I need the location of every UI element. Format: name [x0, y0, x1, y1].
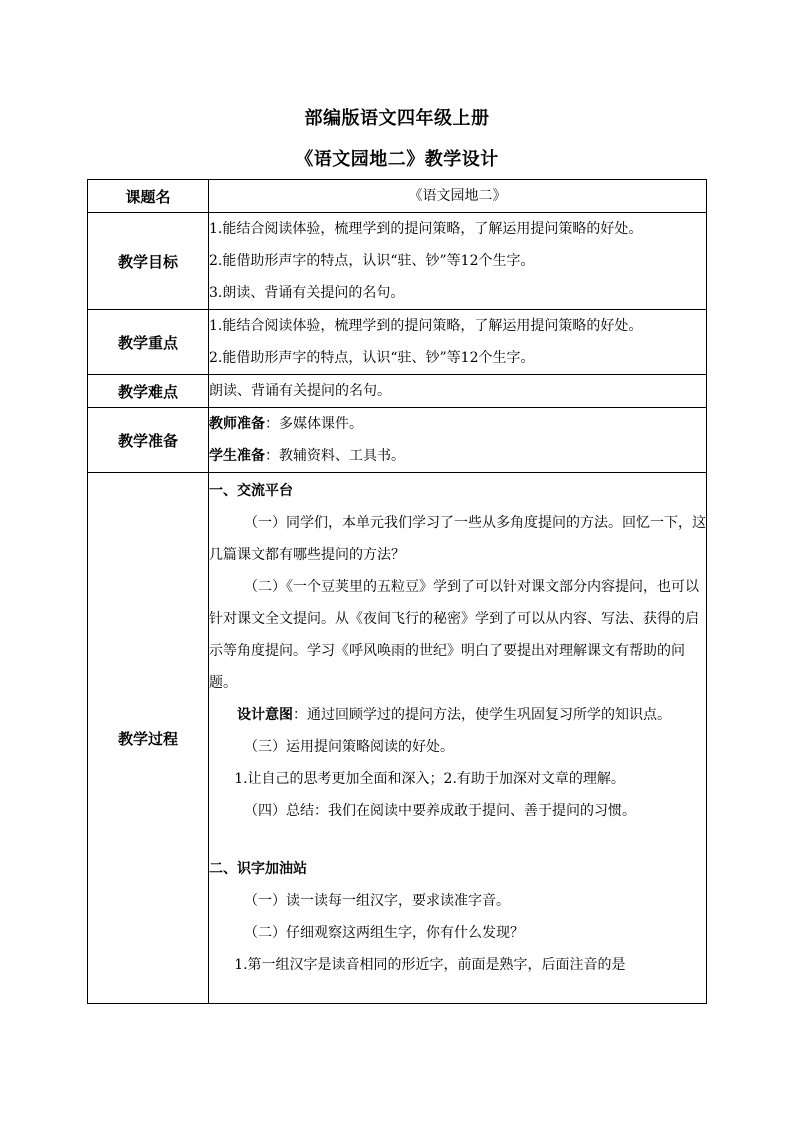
goal-line: 3.朗读、背诵有关提问的名句。: [209, 285, 405, 301]
difficulty-row: [88, 375, 707, 408]
process-paragraph: （一）读一读每一组汉字，要求读准字音。: [244, 893, 510, 909]
difficulty-label: 教学难点: [88, 375, 209, 408]
lesson-plan-table: [87, 179, 707, 1004]
student-prep-line: [209, 440, 706, 472]
key-points-row: [88, 310, 707, 375]
topic-label: 课题名: [88, 180, 209, 213]
teacher-prep-value: ：多媒体课件。: [265, 416, 363, 432]
design-intent-label: 设计意图: [237, 707, 293, 723]
student-prep-label: 学生准备: [209, 448, 265, 464]
process-paragraph: （二）《一个豆荚里的五粒豆》学到了可以针对课文部分内容提问，也可以针对课文全文提问。从《夜间飞行的秘密》学到了可以从内容、写法、获得的启示等角度提问。学习《呼风唤雨的世纪》明白了要提出对理解课文有帮助的问题。: [209, 579, 699, 691]
process-paragraph: （三）运用提问策略阅读的好处。: [244, 739, 454, 755]
process-paragraph: 1.第一组汉字是读音相同的形近字，前面是熟字，后面注音的是: [234, 957, 626, 973]
section-heading: 一、交流平台: [209, 483, 293, 499]
topic-row: [88, 180, 707, 213]
section-heading: 二、识字加油站: [209, 861, 307, 877]
process-paragraph: （二）仔细观察这两组生字，你有什么发现？: [244, 925, 524, 941]
key-point-line: 2.能借助形声字的特点，认识“驻、钞”等12个生字。: [209, 350, 535, 366]
process-paragraph: （一）同学们，本单元我们学习了一些从多角度提问的方法。回忆一下，这几篇课文都有哪些提问的方法？: [209, 515, 706, 563]
goals-content: [209, 213, 707, 310]
process-content: [209, 473, 707, 1004]
document-title: 部编版语文四年级上册: [304, 108, 490, 129]
goals-row: [88, 213, 707, 310]
goal-line: 2.能借助形声字的特点，认识“驻、钞”等12个生字。: [209, 253, 535, 269]
difficulty-value: 朗读、背诵有关提问的名句。: [209, 375, 707, 408]
prep-label: 教学准备: [88, 408, 209, 473]
topic-value: 《语文园地二》: [209, 180, 707, 213]
prep-row: [88, 408, 707, 473]
paragraph-spacer: [209, 827, 706, 853]
process-row: [88, 473, 707, 1004]
prep-content: [209, 408, 707, 473]
teacher-prep-label: 教师准备: [209, 416, 265, 432]
document-subtitle: 《语文园地二》教学设计: [295, 149, 499, 170]
key-points-label: 教学重点: [88, 310, 209, 375]
process-label: 教学过程: [88, 473, 209, 1004]
goals-label: 教学目标: [88, 213, 209, 310]
design-intent-text: ：通过回顾学过的提问方法，使学生巩固复习所学的知识点。: [293, 707, 671, 723]
key-point-line: 1.能结合阅读体验，梳理学到的提问策略，了解运用提问策略的好处。: [209, 318, 643, 334]
goal-line: 1.能结合阅读体验，梳理学到的提问策略，了解运用提问策略的好处。: [209, 221, 643, 237]
design-intent-paragraph: [209, 699, 706, 731]
process-paragraph: 1.让自己的思考更加全面和深入；2.有助于加深对文章的理解。: [234, 771, 625, 787]
teacher-prep-line: [209, 408, 706, 440]
process-paragraph: （四）总结：我们在阅读中要养成敢于提问、善于提问的习惯。: [244, 803, 636, 819]
key-points-content: [209, 310, 707, 375]
student-prep-value: ：教辅资料、工具书。: [265, 448, 405, 464]
